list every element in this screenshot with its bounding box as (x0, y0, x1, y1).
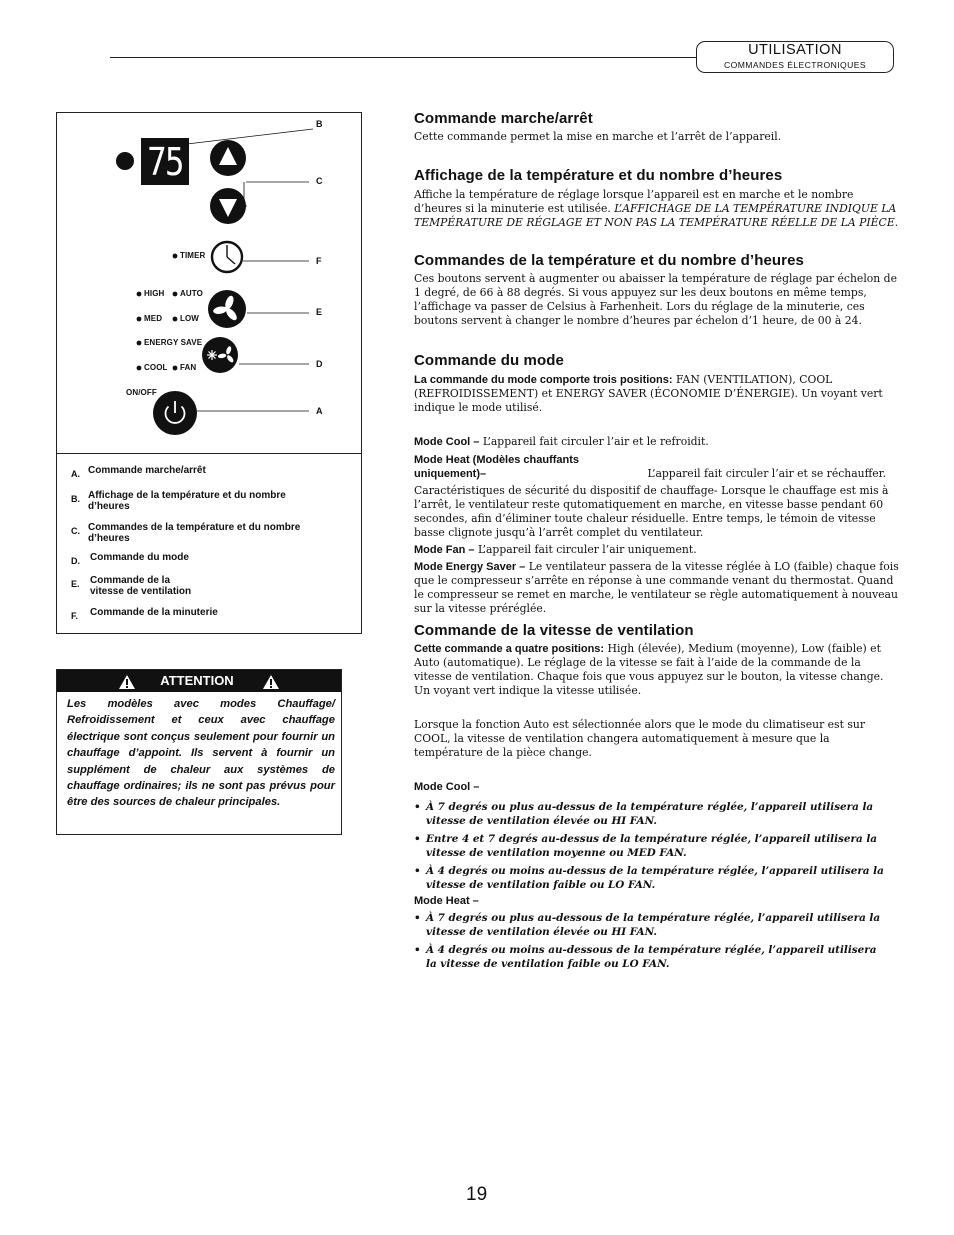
auto-label: AUTO (180, 289, 203, 298)
section-subtitle: COMMANDES ÉLECTRONIQUES (724, 60, 866, 70)
legend-item: B. Affichage de la température et du nombre d’heures (71, 490, 286, 512)
section-text: Affiche la température de réglage lorsque l’appareil est en marche et le nombre d’heures si la minuterie est utilisée. L’AFFICHAGE DE LA TEMPÉRATURE INDIQUE LA TEMPÉRATURE DE RÉGLAGE ET NON PAS LA TEMPÉRATURE RÉELLE DE LA PIÈCE. (414, 188, 899, 229)
warning-icon (263, 675, 279, 689)
display-value: 75 (147, 140, 183, 184)
callout-letter-e: E (316, 307, 323, 317)
page-number: 19 (466, 1184, 488, 1205)
mode-energy-saver-text: Mode Energy Saver – Le ventilateur passera de la vitesse réglée à LO (faible) chaque fois que le compresseur s’arrête en réponse à une commande venant du thermostat. Quand le compresseur se remet en marche, le ventilateur se règle automatiquement à nouveau sur la vitesse préréglée. (414, 560, 899, 615)
panel-divider (57, 453, 361, 454)
callout-letter-b: B (316, 119, 323, 129)
cool-mode-heading: Mode Cool – (414, 781, 480, 793)
auto-mode-text: Lorsque la fonction Auto est sélectionnée alors que le mode du climatiseur est sur COOL, la vitesse de ventilation changera automatiquement à mesure que la température de la pièce change. (414, 718, 866, 759)
temperature-controls-section (414, 252, 900, 328)
snowflake-fan-icon (207, 350, 217, 360)
power-section (414, 110, 900, 144)
section-text: Ces boutons servent à augmenter ou abaisser la température de réglage par échelon de 1 degré, de 66 à 88 degrés. Si vous appuyez sur les deux boutons en même temps, l’affichage va passer de Celsius à Farhenheit. Lors du réglage de la minuterie, ces boutons servent à changer le nombre d’heures par échelon d’1 heure, de 00 à 24. (414, 272, 897, 327)
timer-label: TIMER (180, 251, 206, 260)
section-heading: Commande de la vitesse de ventilation (414, 622, 694, 639)
attention-box (56, 669, 342, 835)
legend-item: D. Commande du mode (71, 552, 189, 566)
callout-letter-d: D (316, 359, 323, 369)
low-label: LOW (180, 314, 199, 323)
med-label: MED (144, 314, 163, 323)
heating-safety-text: Caractéristiques de sécurité du dispositif de chauffage- Lorsque le chauffage est mis à l’arrêt, le ventilateur reste qutomatiquement en marche, en vitesse basse pendant 60 secondes, afin d’éliminer toute chaleur résiduelle. Entre temps, le témoin de vitesse basse clignote jusqu’à l’arrêt complet du ventilateur. (414, 484, 889, 539)
power-indicator-led (116, 152, 134, 170)
legend-item: F. Commande de la minuterie (71, 607, 218, 621)
mode-heat-text: Mode Heat (Modèles chauffants uniquement)– L’appareil fait circuler l’air et se réchauffer. (414, 454, 887, 480)
section-header-tab (696, 41, 894, 73)
fan-speed-section (414, 622, 900, 794)
section-heading: Commandes de la température et du nombre d’heures (414, 252, 804, 269)
section-heading: Commande marche/arrêt (414, 110, 593, 127)
section-heading: Commande du mode (414, 352, 564, 369)
list-item: • À 4 degrés ou moins au-dessous de la température réglée, l’appareil utilisera la vitesse de ventilation faible ou LO FAN. (414, 944, 877, 970)
callout-letter-a: A (316, 406, 323, 416)
section-text: Cette commande permet la mise en marche et l’arrêt de l’appareil. (414, 130, 782, 143)
cool-label: COOL (144, 363, 168, 372)
control-panel-diagram (56, 112, 362, 634)
legend-item: E. Commande de la vitesse de ventilation (71, 575, 192, 597)
warning-icon (119, 675, 135, 689)
mode-cool-text: Mode Cool – L’appareil fait circuler l’air et le refroidit. (414, 435, 709, 448)
mode-fan-text: Mode Fan – L’appareil fait circuler l’air uniquement. (414, 543, 697, 556)
on-off-label: ON/OFF (126, 388, 157, 397)
attention-title: ATTENTION (160, 673, 234, 688)
display-section (414, 167, 900, 230)
attention-header (57, 670, 341, 692)
section-text: La commande du mode comporte trois positions: FAN (VENTILATION), COOL (REFROIDISSEMENT) et ENERGY SAVER (ÉCONOMIE D’ÉNERGIE). Un voyant vert indique le mode utilisé. (414, 373, 883, 414)
display-note: L’AFFICHAGE DE LA TEMPÉRATURE INDIQUE LA TEMPÉRATURE DE RÉGLAGE ET NON PAS LA TEMPÉRATURE RÉELLE DE LA PIÈCE. (414, 202, 899, 229)
callout-letter-c: C (316, 176, 323, 186)
section-text: Cette commande a quatre positions: High (élevée), Medium (moyenne), Low (faible) et Auto (automatique). Le réglage de la vitesse se fait à l’aide de la commande de la vitesse de ventilation. Chaque fois que vous appuyez sur le bouton, la vitesse change. Un voyant vert indique la vitesse utilisée. (414, 642, 884, 697)
legend-item: A. Commande marche/arrêt (71, 465, 206, 479)
energy-save-label: ENERGY SAVE (144, 338, 203, 347)
list-item: • À 7 degrés ou plus au-dessus de la température réglée, l’appareil utilisera la vitesse de ventilation élevée ou HI FAN. (414, 801, 874, 827)
callout-letter-f: F (316, 256, 322, 266)
list-item: • Entre 4 et 7 degrés au-dessus de la température réglée, l’appareil utilisera la vitesse de ventilation moyenne ou MED FAN. (414, 833, 877, 859)
section-heading: Affichage de la température et du nombre d’heures (414, 167, 783, 184)
legend-item: C. Commandes de la température et du nombre d’heures (71, 522, 301, 544)
high-label: HIGH (144, 289, 165, 298)
list-item: • À 4 degrés ou moins au-dessus de la température réglée, l’appareil utilisera la vitesse de ventilation faible ou LO FAN. (414, 865, 884, 891)
heat-mode-heading: Mode Heat – (414, 895, 479, 907)
mode-section (414, 352, 900, 616)
list-item: • À 7 degrés ou plus au-dessous de la température réglée, l’appareil utilisera la vitesse de ventilation élevée ou HI FAN. (414, 912, 881, 938)
fan-label: FAN (180, 363, 197, 372)
attention-text: Les modèles avec modes Chauffage/ Refroidissement et ceux avec chauffage électrique sont conçus seulement pour fournir un chauffage d’appoint. Ils servent à fournir un supplément de chaleur aux systèmes de chauffage ordinaires; ils ne sont pas prévus pour être des sources de chaleur principales. (67, 698, 335, 809)
section-title: UTILISATION (748, 42, 842, 58)
